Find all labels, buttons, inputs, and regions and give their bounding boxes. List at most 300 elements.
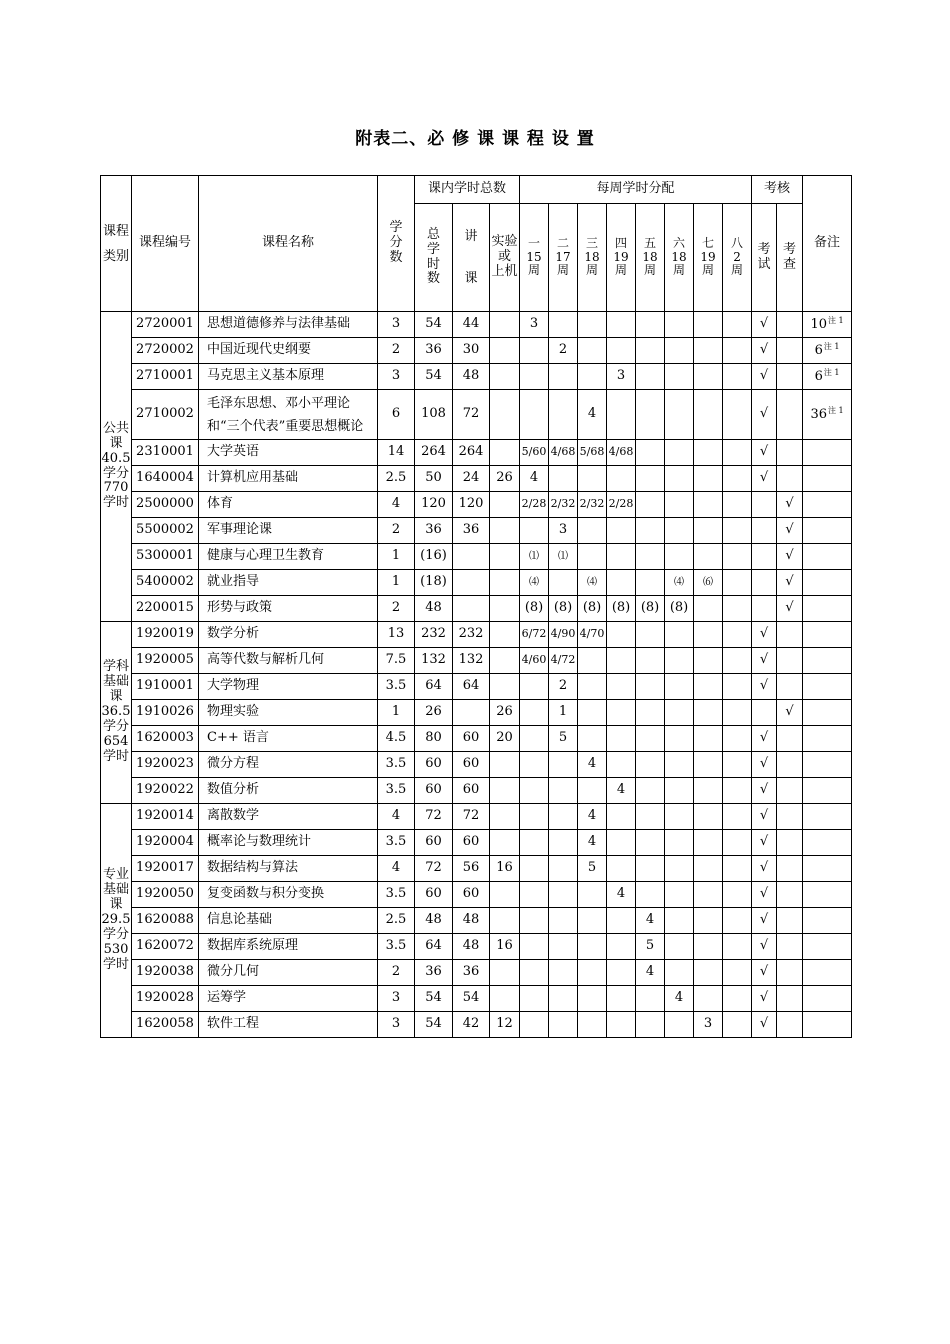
course-remark: [803, 934, 852, 960]
course-total-hours: 60: [415, 752, 453, 778]
table-row: [101, 830, 852, 856]
semester-4-hours: [607, 1012, 636, 1038]
course-total-hours: 72: [415, 804, 453, 830]
semester-1-hours: [520, 804, 549, 830]
course-name: 计算机应用基础: [199, 466, 378, 492]
header-credits-line: 数: [389, 249, 403, 265]
semester-4-hours: [607, 466, 636, 492]
semester-7-hours: [694, 390, 723, 440]
course-credits: 14: [378, 440, 415, 466]
semester-4-hours: 4: [607, 882, 636, 908]
semester-2-hours: 3: [549, 518, 578, 544]
semester-8-hours: [723, 622, 752, 648]
header-semester-line: 周: [731, 263, 744, 278]
semester-8-hours: [723, 674, 752, 700]
semester-3-hours: [578, 364, 607, 390]
course-lab-hours: 26: [490, 466, 520, 492]
semester-3-hours: 5: [578, 856, 607, 882]
course-credits: 1: [378, 570, 415, 596]
course-total-hours: 50: [415, 466, 453, 492]
semester-6-hours: [665, 804, 694, 830]
course-code: 2720001: [132, 312, 199, 338]
course-lab-hours: [490, 804, 520, 830]
course-code: 2310001: [132, 440, 199, 466]
semester-2-hours: [549, 804, 578, 830]
semester-6-hours: [665, 648, 694, 674]
course-code: 1920028: [132, 986, 199, 1012]
course-total-hours: 60: [415, 830, 453, 856]
course-code: 5300001: [132, 544, 199, 570]
table-row: [101, 960, 852, 986]
semester-5-hours: [636, 492, 665, 518]
course-total-hours: (18): [415, 570, 453, 596]
course-credits: 2: [378, 960, 415, 986]
course-credits: 2: [378, 338, 415, 364]
exam-mark: √: [752, 440, 777, 466]
course-remark: [803, 960, 852, 986]
course-lab-hours: 16: [490, 934, 520, 960]
semester-3-hours: [578, 338, 607, 364]
semester-3-hours: ⑷: [578, 570, 607, 596]
exam-mark: √: [752, 986, 777, 1012]
semester-3-hours: [578, 986, 607, 1012]
category-line: 29.5: [101, 912, 131, 928]
course-lab-hours: [490, 544, 520, 570]
header-category-line: 类别: [102, 248, 129, 264]
exam-mark: √: [752, 960, 777, 986]
check-mark: [777, 364, 803, 390]
table-row: [101, 856, 852, 882]
course-name: 体育: [199, 492, 378, 518]
semester-7-hours: 3: [694, 1012, 723, 1038]
course-code: 5500002: [132, 518, 199, 544]
semester-5-hours: [636, 338, 665, 364]
header-semester-line: 18: [671, 249, 687, 264]
semester-6-hours: 4: [665, 986, 694, 1012]
semester-3-hours: 2/32: [578, 492, 607, 518]
check-mark: [777, 338, 803, 364]
course-credits: 4: [378, 856, 415, 882]
category-line: 学分: [102, 926, 129, 942]
semester-7-hours: [694, 726, 723, 752]
semester-3-hours: 4: [578, 830, 607, 856]
course-lecture-hours: 24: [453, 466, 490, 492]
header-semester-line: 周: [528, 263, 541, 278]
semester-4-hours: 4/68: [607, 440, 636, 466]
course-remark: [803, 570, 852, 596]
semester-3-hours: 4: [578, 752, 607, 778]
check-mark: [777, 986, 803, 1012]
semester-3-hours: [578, 648, 607, 674]
course-total-hours: 60: [415, 778, 453, 804]
check-mark: [777, 674, 803, 700]
semester-5-hours: [636, 882, 665, 908]
course-lecture-hours: 36: [453, 518, 490, 544]
semester-3-hours: [578, 960, 607, 986]
semester-3-hours: 4: [578, 390, 607, 440]
course-credits: 3.5: [378, 674, 415, 700]
table-row: [101, 908, 852, 934]
course-code: 1920005: [132, 648, 199, 674]
semester-3-hours: 4/70: [578, 622, 607, 648]
semester-2-hours: [549, 390, 578, 440]
exam-mark: √: [752, 752, 777, 778]
semester-2-hours: [549, 778, 578, 804]
course-remark: [803, 752, 852, 778]
course-lab-hours: [490, 570, 520, 596]
course-total-hours: 232: [415, 622, 453, 648]
semester-7-hours: [694, 882, 723, 908]
semester-1-hours: [520, 674, 549, 700]
semester-6-hours: [665, 856, 694, 882]
semester-3-hours: [578, 544, 607, 570]
semester-2-hours: [549, 934, 578, 960]
exam-mark: √: [752, 726, 777, 752]
semester-7-hours: [694, 544, 723, 570]
semester-8-hours: [723, 830, 752, 856]
semester-8-hours: [723, 312, 752, 338]
semester-3-hours: [578, 778, 607, 804]
semester-8-hours: [723, 752, 752, 778]
semester-3-hours: [578, 700, 607, 726]
course-lecture-hours: 42: [453, 1012, 490, 1038]
semester-7-hours: [694, 830, 723, 856]
semester-6-hours: [665, 338, 694, 364]
semester-8-hours: [723, 364, 752, 390]
course-total-hours: 108: [415, 390, 453, 440]
course-remark: [803, 674, 852, 700]
course-name: 微分方程: [199, 752, 378, 778]
semester-1-hours: [520, 390, 549, 440]
course-code: 1910001: [132, 674, 199, 700]
semester-2-hours: 2/32: [549, 492, 578, 518]
semester-2-hours: [549, 882, 578, 908]
semester-1-hours: [520, 934, 549, 960]
header-semester-line: 周: [586, 263, 599, 278]
semester-5-hours: 4: [636, 960, 665, 986]
course-lab-hours: [490, 778, 520, 804]
semester-7-hours: [694, 778, 723, 804]
table-row: [101, 338, 852, 364]
semester-5-hours: [636, 726, 665, 752]
course-name: 微分几何: [199, 960, 378, 986]
semester-8-hours: [723, 986, 752, 1012]
semester-2-hours: [549, 570, 578, 596]
semester-4-hours: [607, 908, 636, 934]
check-mark: [777, 466, 803, 492]
course-credits: 4: [378, 804, 415, 830]
course-remark: [803, 700, 852, 726]
semester-1-hours: [520, 338, 549, 364]
semester-7-hours: [694, 804, 723, 830]
course-credits: 3.5: [378, 778, 415, 804]
exam-mark: √: [752, 908, 777, 934]
course-credits: 2: [378, 596, 415, 622]
semester-1-hours: 6/72: [520, 622, 549, 648]
check-mark: √: [777, 570, 803, 596]
course-lab-hours: [490, 312, 520, 338]
semester-6-hours: [665, 364, 694, 390]
check-mark: [777, 882, 803, 908]
semester-8-hours: [723, 440, 752, 466]
header-assessment-group: 考核: [752, 176, 803, 204]
course-name: 军事理论课: [199, 518, 378, 544]
semester-2-hours: [549, 856, 578, 882]
category-line: 770: [103, 480, 129, 496]
course-lab-hours: 12: [490, 1012, 520, 1038]
table-row: [101, 778, 852, 804]
course-remark: [803, 544, 852, 570]
header-semester-line: 15: [526, 249, 542, 264]
course-credits: 1: [378, 544, 415, 570]
course-remark: [803, 466, 852, 492]
header-lecture: [453, 204, 490, 312]
page-title: 附表二、必 修 课 课 程 设 置: [355, 129, 595, 149]
semester-8-hours: [723, 726, 752, 752]
semester-6-hours: [665, 440, 694, 466]
header-semester-line: 周: [615, 263, 628, 278]
course-code: 5400002: [132, 570, 199, 596]
semester-7-hours: [694, 752, 723, 778]
course-name: C++ 语言: [199, 726, 378, 752]
header-remarks: 备注: [803, 176, 852, 312]
semester-4-hours: [607, 312, 636, 338]
course-code: 1620072: [132, 934, 199, 960]
semester-7-hours: [694, 934, 723, 960]
semester-1-hours: 3: [520, 312, 549, 338]
course-code: 2720002: [132, 338, 199, 364]
semester-8-hours: [723, 960, 752, 986]
semester-7-hours: [694, 596, 723, 622]
header-lab: [490, 204, 520, 312]
course-lecture-hours: 48: [453, 364, 490, 390]
course-lab-hours: [490, 674, 520, 700]
course-lecture-hours: 232: [453, 622, 490, 648]
course-remark: [803, 726, 852, 752]
category-line: 公共: [102, 420, 129, 436]
course-lab-hours: [490, 908, 520, 934]
exam-mark: [752, 596, 777, 622]
semester-6-hours: [665, 726, 694, 752]
semester-8-hours: [723, 570, 752, 596]
semester-8-hours: [723, 338, 752, 364]
course-code: 1920023: [132, 752, 199, 778]
course-lecture-hours: 30: [453, 338, 490, 364]
course-lecture-hours: 36: [453, 960, 490, 986]
course-name: 物理实验: [199, 700, 378, 726]
course-lab-hours: 20: [490, 726, 520, 752]
category-cell: [101, 804, 132, 1038]
exam-mark: √: [752, 856, 777, 882]
check-mark: [777, 390, 803, 440]
course-credits: 2.5: [378, 908, 415, 934]
semester-8-hours: [723, 518, 752, 544]
semester-7-hours: [694, 492, 723, 518]
semester-1-hours: [520, 830, 549, 856]
course-remark: [803, 804, 852, 830]
course-lecture-hours: 60: [453, 882, 490, 908]
course-lecture-hours: 60: [453, 830, 490, 856]
course-lecture-hours: 54: [453, 986, 490, 1012]
table-row: [101, 726, 852, 752]
semester-6-hours: [665, 908, 694, 934]
table-row: [101, 312, 852, 338]
course-total-hours: 54: [415, 986, 453, 1012]
course-lecture-hours: 264: [453, 440, 490, 466]
semester-6-hours: [665, 390, 694, 440]
semester-5-hours: [636, 986, 665, 1012]
course-lab-hours: [490, 960, 520, 986]
semester-5-hours: [636, 390, 665, 440]
semester-5-hours: [636, 544, 665, 570]
semester-7-hours: [694, 700, 723, 726]
semester-1-hours: [520, 518, 549, 544]
course-code: 1920014: [132, 804, 199, 830]
header-semester-line: 2: [733, 249, 741, 264]
course-code: 1920022: [132, 778, 199, 804]
semester-1-hours: [520, 364, 549, 390]
course-total-hours: 54: [415, 1012, 453, 1038]
semester-6-hours: [665, 830, 694, 856]
course-total-hours: 36: [415, 338, 453, 364]
table-row: [101, 1012, 852, 1038]
semester-3-hours: [578, 726, 607, 752]
course-lecture-hours: 48: [453, 934, 490, 960]
semester-2-hours: [549, 466, 578, 492]
category-line: 学科: [102, 659, 129, 675]
semester-4-hours: [607, 726, 636, 752]
exam-mark: √: [752, 934, 777, 960]
category-line: 课: [109, 435, 123, 451]
semester-5-hours: [636, 622, 665, 648]
check-mark: [777, 804, 803, 830]
course-total-hours: 72: [415, 856, 453, 882]
course-credits: 4.5: [378, 726, 415, 752]
semester-1-hours: [520, 752, 549, 778]
course-credits: 3.5: [378, 752, 415, 778]
course-lecture-hours: [453, 596, 490, 622]
header-exam-line: 考: [757, 241, 771, 257]
header-semester-line: 六: [673, 235, 686, 250]
semester-1-hours: 5/60: [520, 440, 549, 466]
semester-2-hours: [549, 364, 578, 390]
course-remark: 10$^{注 1}$: [803, 312, 852, 338]
semester-4-hours: [607, 934, 636, 960]
footnote-mark: 注 1: [823, 342, 840, 352]
exam-mark: √: [752, 674, 777, 700]
table-row: [101, 648, 852, 674]
course-code: 2500000: [132, 492, 199, 518]
semester-8-hours: [723, 804, 752, 830]
course-total-hours: 26: [415, 700, 453, 726]
course-lab-hours: [490, 338, 520, 364]
exam-mark: [752, 492, 777, 518]
semester-4-hours: (8): [607, 596, 636, 622]
course-code: 1920019: [132, 622, 199, 648]
course-code: 1620003: [132, 726, 199, 752]
course-name: 数据结构与算法: [199, 856, 378, 882]
semester-7-hours: [694, 440, 723, 466]
semester-1-hours: [520, 882, 549, 908]
course-lecture-hours: 72: [453, 804, 490, 830]
course-name: 毛泽东思想、邓小平理论和“三个代表”重要思想概论: [199, 390, 378, 440]
course-code: 2710001: [132, 364, 199, 390]
check-mark: [777, 856, 803, 882]
course-remark: [803, 648, 852, 674]
course-lab-hours: 26: [490, 700, 520, 726]
category-line: 课: [109, 689, 123, 705]
semester-4-hours: [607, 986, 636, 1012]
semester-5-hours: [636, 312, 665, 338]
semester-2-hours: [549, 1012, 578, 1038]
course-remark: 36$^{注 1}$: [803, 390, 852, 440]
footnote-mark: 注 1: [828, 316, 844, 326]
table-row: [101, 544, 852, 570]
semester-3-hours: [578, 934, 607, 960]
exam-mark: √: [752, 390, 777, 440]
semester-1-hours: [520, 908, 549, 934]
semester-3-hours: [578, 674, 607, 700]
check-mark: [777, 908, 803, 934]
exam-mark: √: [752, 338, 777, 364]
course-total-hours: 64: [415, 674, 453, 700]
semester-2-hours: (8): [549, 596, 578, 622]
check-mark: [777, 778, 803, 804]
course-remark: [803, 518, 852, 544]
semester-3-hours: (8): [578, 596, 607, 622]
course-lab-hours: [490, 882, 520, 908]
exam-mark: [752, 544, 777, 570]
semester-2-hours: [549, 752, 578, 778]
header-check: [777, 204, 803, 312]
header-exam-line: 试: [757, 256, 771, 272]
header-weekly-group: 每周学时分配: [520, 176, 752, 204]
header-lecture-line: 讲: [464, 228, 478, 244]
semester-7-hours: [694, 622, 723, 648]
semester-4-hours: [607, 674, 636, 700]
semester-8-hours: [723, 908, 752, 934]
header-check-line: 查: [783, 256, 797, 272]
semester-7-hours: [694, 312, 723, 338]
exam-mark: √: [752, 648, 777, 674]
semester-6-hours: [665, 778, 694, 804]
semester-4-hours: [607, 856, 636, 882]
table-row: [101, 804, 852, 830]
semester-6-hours: [665, 752, 694, 778]
semester-4-hours: [607, 544, 636, 570]
category-line: 基础: [102, 674, 129, 690]
table-row: [101, 882, 852, 908]
check-mark: [777, 1012, 803, 1038]
semester-8-hours: [723, 544, 752, 570]
semester-6-hours: [665, 518, 694, 544]
semester-2-hours: 1: [549, 700, 578, 726]
header-total-hours: [415, 204, 453, 312]
course-lecture-hours: [453, 700, 490, 726]
semester-6-hours: [665, 312, 694, 338]
semester-7-hours: ⑹: [694, 570, 723, 596]
semester-4-hours: [607, 960, 636, 986]
semester-2-hours: 2: [549, 338, 578, 364]
semester-5-hours: 4: [636, 908, 665, 934]
semester-7-hours: [694, 908, 723, 934]
check-mark: [777, 312, 803, 338]
course-remark: [803, 856, 852, 882]
semester-5-hours: [636, 700, 665, 726]
course-total-hours: 54: [415, 312, 453, 338]
semester-4-hours: 3: [607, 364, 636, 390]
semester-5-hours: [636, 1012, 665, 1038]
